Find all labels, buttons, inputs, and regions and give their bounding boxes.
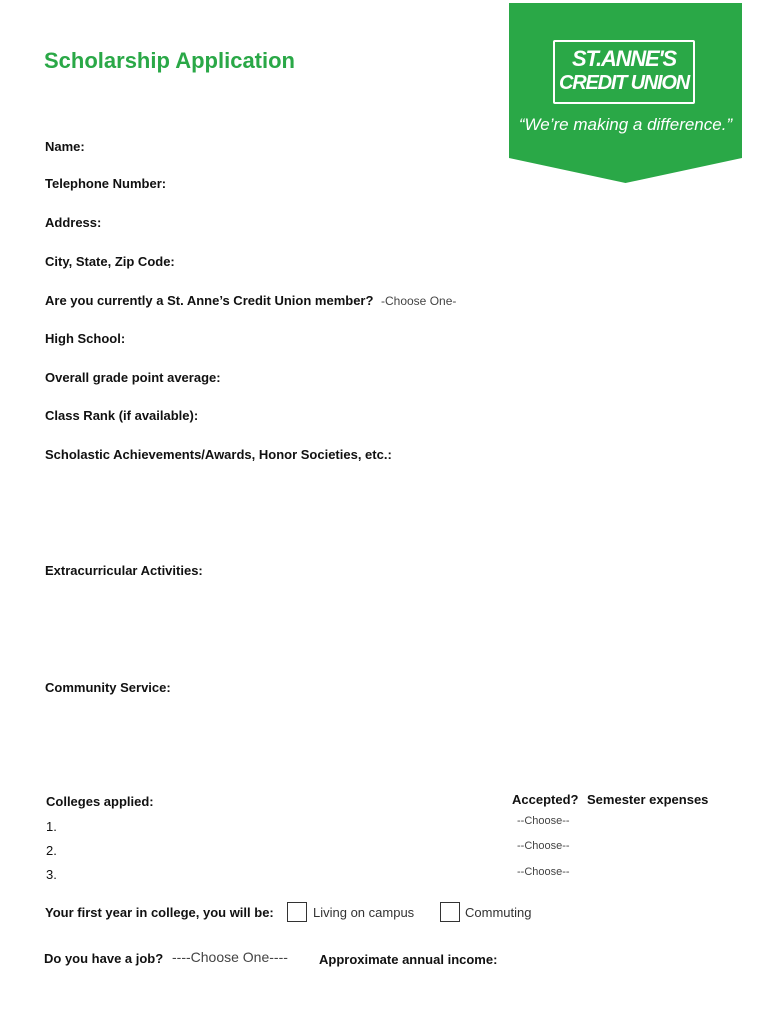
logo-line1: ST.ANNE'S bbox=[571, 46, 677, 71]
city-state-zip-label: City, State, Zip Code: bbox=[45, 254, 175, 269]
accepted-select[interactable]: --Choose-- bbox=[517, 815, 570, 827]
living-on-campus-label: Living on campus bbox=[313, 905, 415, 920]
logo-line2: CREDIT UNION bbox=[558, 72, 690, 94]
first-year-label: Your first year in college, you will be: bbox=[45, 905, 274, 920]
annual-income-label: Approximate annual income: bbox=[319, 952, 498, 967]
college-number: 2. bbox=[46, 843, 57, 858]
commuting-label: Commuting bbox=[465, 905, 532, 920]
telephone-label: Telephone Number: bbox=[45, 176, 167, 191]
semester-expenses-header: Semester expenses bbox=[587, 792, 709, 807]
logo-tagline: “We’re making a difference.” bbox=[518, 115, 733, 134]
commuting-checkbox[interactable] bbox=[440, 902, 460, 922]
address-label: Address: bbox=[45, 215, 102, 230]
living-on-campus-checkbox[interactable] bbox=[287, 902, 307, 922]
class-rank-label: Class Rank (if available): bbox=[45, 408, 199, 423]
name-label: Name: bbox=[45, 139, 85, 154]
achievements-label: Scholastic Achievements/Awards, Honor Societies, etc.: bbox=[45, 447, 392, 462]
gpa-label: Overall grade point average: bbox=[45, 370, 221, 385]
job-question-label: Do you have a job? bbox=[44, 951, 164, 966]
community-service-label: Community Service: bbox=[45, 680, 171, 695]
page-title: Scholarship Application bbox=[44, 48, 295, 73]
colleges-applied-label: Colleges applied: bbox=[46, 794, 154, 809]
accepted-header: Accepted? bbox=[512, 792, 579, 807]
college-number: 3. bbox=[46, 867, 57, 882]
job-select[interactable]: ----Choose One---- bbox=[172, 949, 288, 965]
member-select[interactable]: -Choose One- bbox=[381, 294, 457, 308]
college-number: 1. bbox=[46, 819, 57, 834]
member-question-label: Are you currently a St. Anne’s Credit Union member? bbox=[45, 293, 374, 308]
accepted-select[interactable]: --Choose-- bbox=[517, 866, 570, 878]
accepted-select[interactable]: --Choose-- bbox=[517, 840, 570, 852]
high-school-label: High School: bbox=[45, 331, 126, 346]
extracurricular-label: Extracurricular Activities: bbox=[45, 563, 203, 578]
